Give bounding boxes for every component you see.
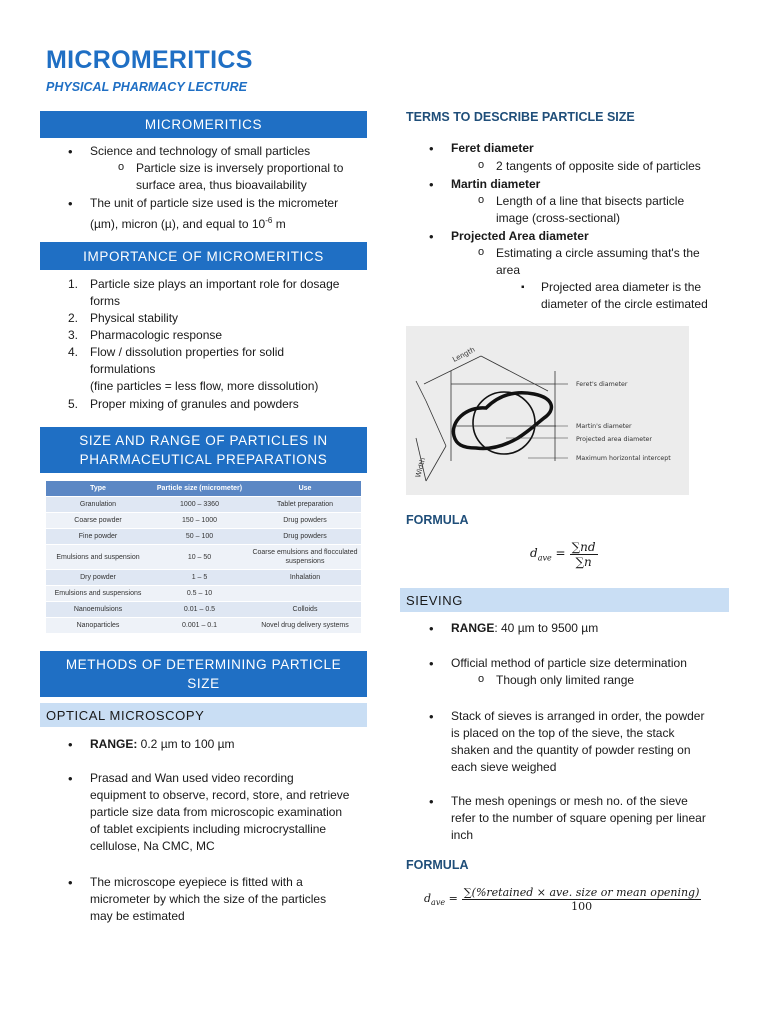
item-text: Pharmacologic response <box>90 328 223 342</box>
item-text: Proper mixing of granules and powders <box>90 397 299 411</box>
formula-subscript: ave <box>537 553 552 563</box>
guide-line <box>426 401 446 446</box>
item-number: 1. <box>68 277 79 291</box>
list-item-text: • The unit of particle size used is the micrometer <box>90 196 339 210</box>
guide-line <box>481 356 548 391</box>
list-item-text: inch <box>451 828 474 842</box>
formula-denominator: 100 <box>571 900 593 913</box>
particle-size-table <box>46 481 361 633</box>
table-cell: Dry powder <box>46 570 150 586</box>
list-item-text: Science and technology of small particles <box>90 144 311 158</box>
table-row <box>46 529 361 545</box>
list-item <box>451 655 687 672</box>
table-cell: 0.01 – 0.5 <box>150 602 249 618</box>
item-text: Particle size plays an important role for dosage <box>90 277 340 291</box>
item-number: 3. <box>68 328 79 342</box>
numbered-list-item <box>68 310 179 327</box>
formula-symbol: d <box>530 546 538 561</box>
numbered-list-item <box>68 276 340 310</box>
page-title: MICROMERITICS <box>46 46 253 74</box>
numbered-list-item <box>68 344 319 395</box>
formula-heading: FORMULA <box>406 858 469 872</box>
list-subitem-text: surface area, thus bioavailability <box>136 178 307 192</box>
list-item <box>451 620 598 637</box>
particle-outline <box>453 393 551 449</box>
table-cell: Novel drug delivery systems <box>249 618 361 634</box>
list-item-text: particle size data from microscopic examination <box>90 805 343 819</box>
list-item <box>451 140 534 157</box>
subsection-band-label: OPTICAL MICROSCOPY <box>46 707 205 723</box>
table-cell: 0.5 – 10 <box>150 586 249 602</box>
table-row <box>46 513 361 529</box>
item-number: 4. <box>68 345 79 359</box>
list-item <box>451 176 540 193</box>
section-band-sieving <box>400 588 729 612</box>
section-band-methods <box>40 651 367 697</box>
subsection-band-optical-microscopy <box>40 703 367 727</box>
list-item-text: cellulose, Na CMC, MC <box>90 839 215 853</box>
list-item-text: micrometer by which the size of the particles <box>90 892 327 906</box>
section-band-size-range <box>40 427 367 473</box>
list-item-text: may be estimated <box>90 909 185 923</box>
table-row <box>46 618 361 634</box>
list-item-text: Official method of particle size determination <box>451 656 687 670</box>
section-band-label: MICROMERITICS <box>144 117 263 132</box>
formula-heading: FORMULA <box>406 513 469 527</box>
list-subitem-text: o Length of a line that bisects particle <box>496 194 685 208</box>
list-subitem-text: area <box>496 263 521 277</box>
table-row <box>46 586 361 602</box>
diagram-label-feret: Feret's diameter <box>576 381 628 388</box>
list-item <box>90 195 338 233</box>
section-band-label: SIEVING <box>406 592 463 608</box>
formula-sieve-average-diameter <box>424 886 701 913</box>
section-heading-terms: TERMS TO DESCRIBE PARTICLE SIZE <box>406 110 635 124</box>
list-item-text: • Prasad and Wan used video recording <box>90 771 294 785</box>
formula-subscript: ave <box>431 898 446 908</box>
list-subsubitem-text: diameter of the circle estimated <box>541 297 708 311</box>
diagram-label-length: Length <box>451 345 477 364</box>
list-item-text: equipment to observe, record, store, and retrieve <box>90 788 350 802</box>
term-label: Feret diameter <box>451 141 534 155</box>
range-value: 0.2 µm to 100 µm <box>137 737 235 751</box>
list-item-text: each sieve weighed <box>451 760 557 774</box>
table-cell: Emulsions and suspension <box>46 545 150 570</box>
range-value: : 40 µm to 9500 µm <box>494 621 599 635</box>
list-subitem <box>496 245 700 279</box>
table-header-cell: Use <box>249 481 361 497</box>
guide-line <box>426 446 446 481</box>
section-band-label: SIZE <box>187 676 220 691</box>
diagram-label-martin: Martin's diameter <box>576 423 632 430</box>
table-cell <box>249 586 361 602</box>
list-subitem <box>496 193 684 227</box>
list-subitem-text: o Particle size is inversely proportional to <box>136 161 344 175</box>
list-subitem-text: image (cross-sectional) <box>496 211 621 225</box>
formula-fraction <box>570 540 598 569</box>
formula-lhs <box>530 546 566 562</box>
formula-symbol: d <box>424 891 432 905</box>
list-item-text: • The mesh openings or mesh no. of the sieve <box>451 794 688 808</box>
list-subitem-text: Though only limited range <box>496 673 635 687</box>
item-number: 5. <box>68 397 79 411</box>
list-item <box>451 793 706 844</box>
table-cell: Coarse emulsions and flocculated suspensions <box>249 545 361 570</box>
table-cell: Tablet preparation <box>249 497 361 513</box>
diagram-label-projected: Projected area diameter <box>576 436 653 443</box>
table-cell: Colloids <box>249 602 361 618</box>
list-subitem <box>496 158 701 175</box>
list-item <box>90 874 326 925</box>
table-cell: 1000 – 3360 <box>150 497 249 513</box>
list-item-text <box>90 212 338 233</box>
table-header-cell: Type <box>46 481 150 497</box>
list-subsubitem <box>541 279 708 313</box>
term-label: Projected Area diameter <box>451 229 589 243</box>
list-item <box>451 708 704 776</box>
table-cell: 1 – 5 <box>150 570 249 586</box>
section-band-micromeritics <box>40 111 367 138</box>
formula-numerator: ∑nd <box>571 540 596 554</box>
table-cell: Emulsions and suspensions <box>46 586 150 602</box>
table-cell: 10 – 50 <box>150 545 249 570</box>
section-band-importance <box>40 242 367 270</box>
table-cell: Inhalation <box>249 570 361 586</box>
numbered-list-item <box>68 396 299 413</box>
item-text: formulations <box>90 362 156 376</box>
formula-fraction <box>462 886 702 913</box>
item-number: 2. <box>68 311 79 325</box>
formula-equals: = <box>445 891 458 905</box>
table-cell: 150 – 1000 <box>150 513 249 529</box>
list-item-text: of tablet excipients including microcrystalline <box>90 822 327 836</box>
table-cell: Fine powder <box>46 529 150 545</box>
list-item <box>90 736 235 753</box>
section-band-label: IMPORTANCE OF MICROMERITICS <box>83 248 324 264</box>
list-subitem-text: o Estimating a circle assuming that's the <box>496 246 700 260</box>
section-band-label: METHODS OF DETERMINING PARTICLE <box>65 657 342 672</box>
list-item-text: shaken and the quantity of powder resting on <box>451 743 691 757</box>
table-cell: Granulation <box>46 497 150 513</box>
item-text: forms <box>90 294 120 308</box>
list-item <box>451 228 589 245</box>
list-item-text: is placed on the top of the sieve, the stack <box>451 726 675 740</box>
table-row <box>46 545 361 570</box>
unit-text: (µm), micron (µ), and equal to 10 <box>90 217 266 231</box>
section-band-label: SIZE AND RANGE OF PARTICLES IN <box>79 433 328 448</box>
list-subitem <box>136 160 343 194</box>
item-text: (fine particles = less flow, more dissolution) <box>90 379 319 393</box>
exponent: -6 <box>265 216 273 225</box>
table-cell: Coarse powder <box>46 513 150 529</box>
table-header-cell: Particle size (micrometer) <box>150 481 249 497</box>
table-cell: 0.001 – 0.1 <box>150 618 249 634</box>
item-text: Flow / dissolution properties for solid <box>90 345 285 359</box>
numbered-list-item <box>68 327 223 344</box>
table-cell: Nanoemulsions <box>46 602 150 618</box>
formula-lhs <box>424 892 458 907</box>
term-label: Martin diameter <box>451 177 541 191</box>
list-subitem <box>496 672 634 689</box>
diagram-label-width: Width <box>414 456 428 479</box>
particle-diameter-diagram <box>406 326 689 495</box>
table-cell: 50 – 100 <box>150 529 249 545</box>
formula-numerator: ∑(%retained × ave. size or mean opening) <box>463 886 700 899</box>
table-cell: Drug powders <box>249 529 361 545</box>
page-subtitle: PHYSICAL PHARMACY LECTURE <box>46 80 247 94</box>
list-subsubitem-text: ▪ Projected area diameter is the <box>541 280 702 294</box>
list-item <box>90 770 349 855</box>
range-label: RANGE: <box>90 737 138 751</box>
formula-equals: = <box>551 546 566 561</box>
diagram-svg <box>406 326 689 495</box>
table-header-row <box>46 481 361 497</box>
list-item-text: • The microscope eyepiece is fitted with a <box>90 875 303 889</box>
formula-denominator: ∑n <box>575 555 592 569</box>
unit-suffix: m <box>272 217 286 231</box>
formula-average-diameter <box>530 540 598 569</box>
table-row <box>46 570 361 586</box>
range-label: RANGE <box>451 621 495 635</box>
list-subitem-text: 2 tangents of opposite side of particles <box>496 159 701 173</box>
list-item-text: • Stack of sieves is arranged in order, the powder <box>451 709 705 723</box>
section-band-label: PHARMACEUTICAL PREPARATIONS <box>79 452 328 467</box>
table-row <box>46 602 361 618</box>
list-item-text: refer to the number of square opening per linear <box>451 811 706 825</box>
table-row <box>46 497 361 513</box>
table-cell: Drug powders <box>249 513 361 529</box>
diagram-label-max-intercept: Maximum horizontal intercept <box>576 455 671 462</box>
item-text: Physical stability <box>90 311 179 325</box>
list-item <box>90 143 310 160</box>
table-cell: Nanoparticles <box>46 618 150 634</box>
